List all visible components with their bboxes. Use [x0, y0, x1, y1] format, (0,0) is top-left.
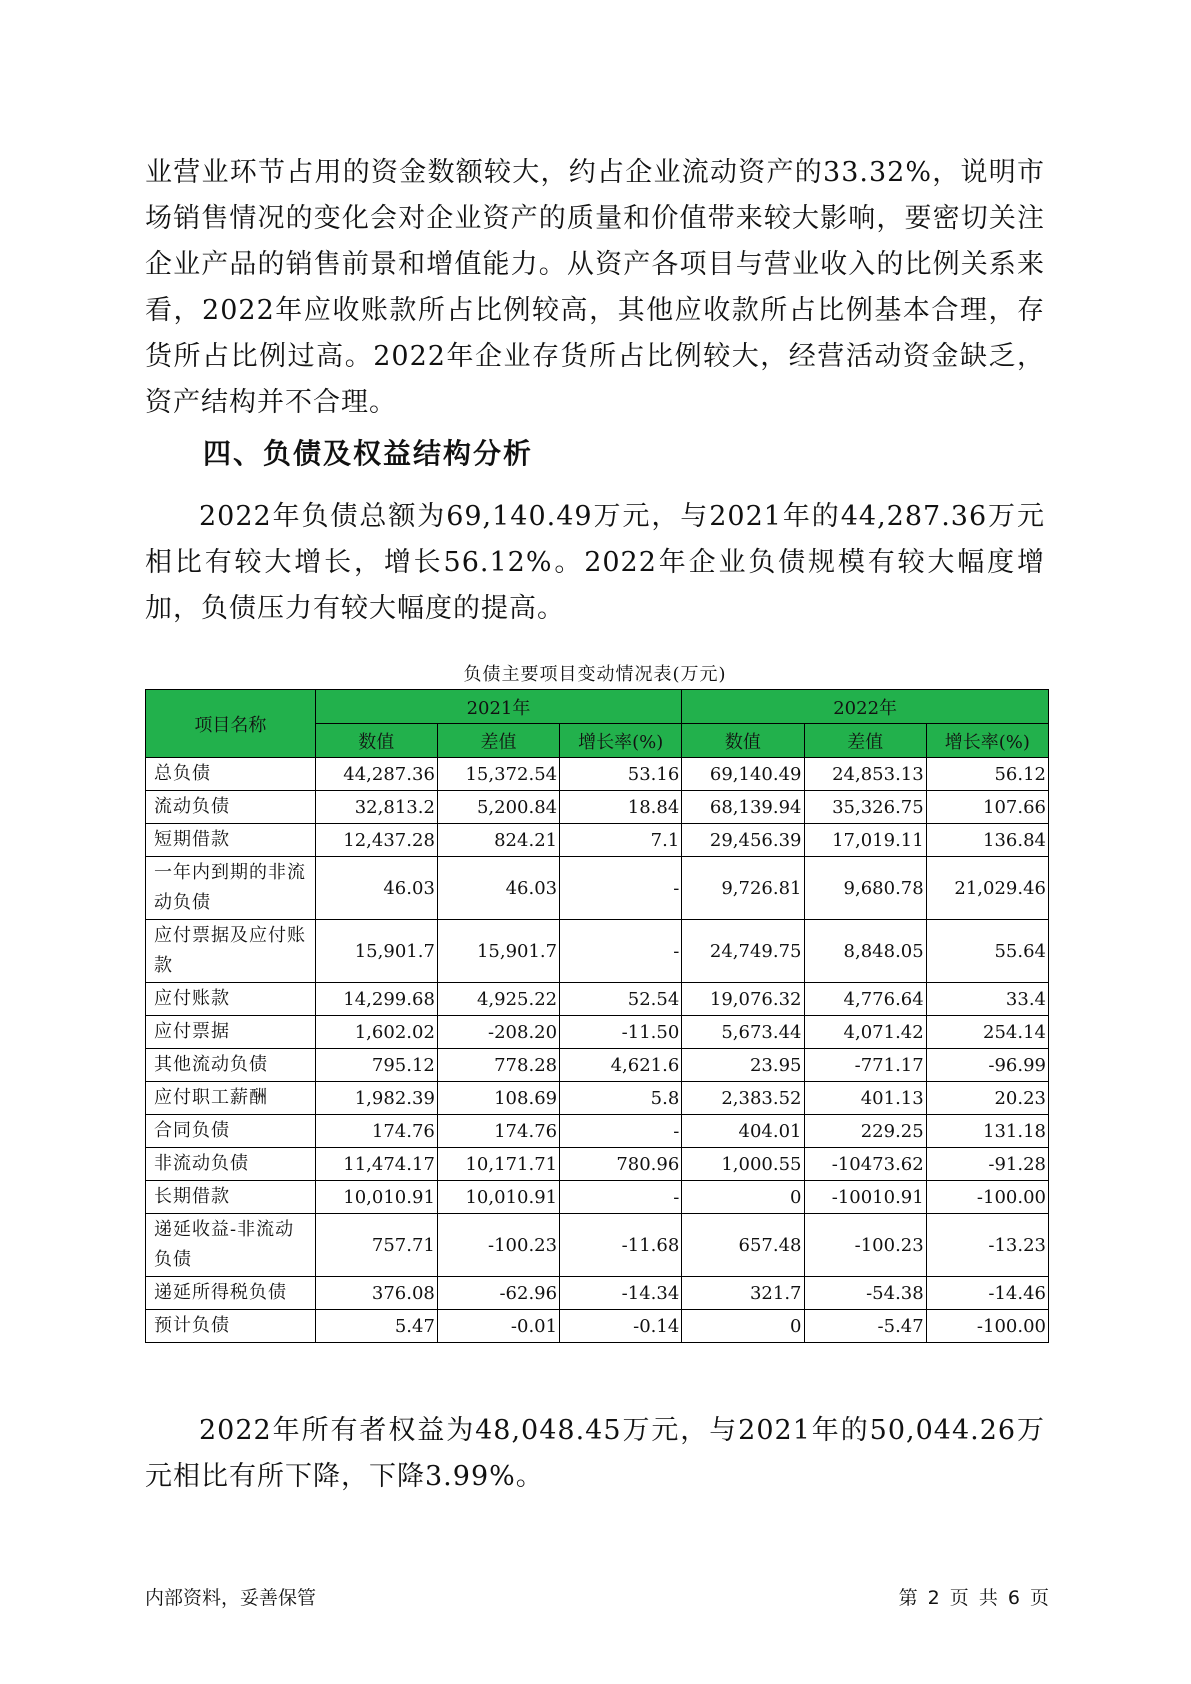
paragraph-2-text: 2022年负债总额为69,140.49万元，与2021年的44,287.36万元相比有较大增长，增长56.12%。2022年企业负债规模有较大幅度增加，负债压力有较大幅度的提高。 — [145, 501, 1045, 624]
table-cell: 15,901.7 — [437, 920, 559, 983]
table-row — [146, 1115, 1049, 1148]
table-body — [146, 758, 1049, 1343]
table-cell: -96.99 — [926, 1049, 1048, 1082]
table-cell: 107.66 — [926, 791, 1048, 824]
table-cell: 56.12 — [926, 758, 1048, 791]
table-row — [146, 791, 1049, 824]
table-cell: 1,982.39 — [315, 1082, 437, 1115]
row-item-name: 非流动负债 — [146, 1148, 316, 1181]
table-cell: 321.7 — [682, 1277, 804, 1310]
table-cell: 136.84 — [926, 824, 1048, 857]
table-cell: - — [560, 857, 682, 920]
table-row — [146, 1310, 1049, 1343]
table-cell: 24,853.13 — [804, 758, 926, 791]
row-item-name: 递延收益-非流动负债 — [146, 1214, 316, 1277]
table-cell: 780.96 — [560, 1148, 682, 1181]
table-row — [146, 983, 1049, 1016]
table-cell: 21,029.46 — [926, 857, 1048, 920]
table-cell: 17,019.11 — [804, 824, 926, 857]
table-row — [146, 920, 1049, 983]
header-item-name: 项目名称 — [146, 690, 316, 758]
table-row — [146, 1214, 1049, 1277]
table-cell: -91.28 — [926, 1148, 1048, 1181]
table-cell: 18.84 — [560, 791, 682, 824]
table-cell: -11.68 — [560, 1214, 682, 1277]
header-diff-2021: 差值 — [437, 724, 559, 758]
table-cell: 4,071.42 — [804, 1016, 926, 1049]
table-row — [146, 824, 1049, 857]
table-row — [146, 1277, 1049, 1310]
liability-table — [145, 689, 1049, 1343]
row-item-name: 应付票据 — [146, 1016, 316, 1049]
table-cell: -11.50 — [560, 1016, 682, 1049]
table-cell: 174.76 — [437, 1115, 559, 1148]
table-cell: -5.47 — [804, 1310, 926, 1343]
header-year-2021: 2021年 — [315, 690, 682, 724]
table-cell: 5.8 — [560, 1082, 682, 1115]
table-cell: -10473.62 — [804, 1148, 926, 1181]
table-cell: -62.96 — [437, 1277, 559, 1310]
paragraph-3-text: 2022年所有者权益为48,048.45万元，与2021年的50,044.26万元相比有所下降，下降3.99%。 — [145, 1415, 1045, 1492]
table-cell: 4,925.22 — [437, 983, 559, 1016]
table-cell: 10,171.71 — [437, 1148, 559, 1181]
table-cell: 29,456.39 — [682, 824, 804, 857]
table-row — [146, 1049, 1049, 1082]
header-value-2021: 数值 — [315, 724, 437, 758]
table-cell: 10,010.91 — [315, 1181, 437, 1214]
table-cell: -100.00 — [926, 1310, 1048, 1343]
row-item-name: 短期借款 — [146, 824, 316, 857]
table-row — [146, 1016, 1049, 1049]
table-row — [146, 1148, 1049, 1181]
row-item-name: 一年内到期的非流动负债 — [146, 857, 316, 920]
header-value-2022: 数值 — [682, 724, 804, 758]
table-cell: 9,680.78 — [804, 857, 926, 920]
table-cell: -100.23 — [437, 1214, 559, 1277]
table-cell: 824.21 — [437, 824, 559, 857]
table-cell: 15,372.54 — [437, 758, 559, 791]
table-cell: 757.71 — [315, 1214, 437, 1277]
table-cell: 657.48 — [682, 1214, 804, 1277]
table-cell: -10010.91 — [804, 1181, 926, 1214]
table-cell: 35,326.75 — [804, 791, 926, 824]
row-item-name: 合同负债 — [146, 1115, 316, 1148]
table-cell: -14.46 — [926, 1277, 1048, 1310]
table-cell: 55.64 — [926, 920, 1048, 983]
body-paragraph-3 — [145, 1408, 1045, 1500]
table-cell: 404.01 — [682, 1115, 804, 1148]
row-item-name: 应付职工薪酬 — [146, 1082, 316, 1115]
table-cell: 2,383.52 — [682, 1082, 804, 1115]
table-cell: 44,287.36 — [315, 758, 437, 791]
header-year-2022: 2022年 — [682, 690, 1049, 724]
row-item-name: 预计负债 — [146, 1310, 316, 1343]
table-cell: 9,726.81 — [682, 857, 804, 920]
table-cell: - — [560, 920, 682, 983]
table-cell: 32,813.2 — [315, 791, 437, 824]
table-cell: 4,621.6 — [560, 1049, 682, 1082]
table-cell: 1,602.02 — [315, 1016, 437, 1049]
table-cell: 174.76 — [315, 1115, 437, 1148]
table-cell: -0.14 — [560, 1310, 682, 1343]
row-item-name: 总负债 — [146, 758, 316, 791]
table-cell: 52.54 — [560, 983, 682, 1016]
table-cell: 5,673.44 — [682, 1016, 804, 1049]
table-cell: 14,299.68 — [315, 983, 437, 1016]
table-cell: 46.03 — [437, 857, 559, 920]
table-cell: 53.16 — [560, 758, 682, 791]
table-cell: 376.08 — [315, 1277, 437, 1310]
table-cell: 12,437.28 — [315, 824, 437, 857]
table-row — [146, 857, 1049, 920]
table-cell: 10,010.91 — [437, 1181, 559, 1214]
header-growth-2021: 增长率(%) — [560, 724, 682, 758]
table-cell: -54.38 — [804, 1277, 926, 1310]
table-cell: -13.23 — [926, 1214, 1048, 1277]
table-cell: 778.28 — [437, 1049, 559, 1082]
table-cell: 131.18 — [926, 1115, 1048, 1148]
table-cell: 0 — [682, 1310, 804, 1343]
body-paragraph-1: 业营业环节占用的资金数额较大，约占企业流动资产的33.32%，说明市场销售情况的变化会对企业资产的质量和价值带来较大影响，要密切关注企业产品的销售前景和增值能力。从资产各项目与营业收入的比例关系来看，2022年应收账款所占比例较高，其他应收款所占比例基本合理，存货所占比例过高。2022年企业存货所占比例较大，经营活动资金缺乏，资产结构并不合理。 — [145, 157, 1045, 418]
table-caption: 负债主要项目变动情况表(万元) — [463, 664, 727, 685]
row-item-name: 应付票据及应付账款 — [146, 920, 316, 983]
table-cell: 108.69 — [437, 1082, 559, 1115]
row-item-name: 递延所得税负债 — [146, 1277, 316, 1310]
table-cell: 7.1 — [560, 824, 682, 857]
table-cell: 69,140.49 — [682, 758, 804, 791]
table-cell: -100.00 — [926, 1181, 1048, 1214]
table-cell: 254.14 — [926, 1016, 1048, 1049]
table-cell: 11,474.17 — [315, 1148, 437, 1181]
table-cell: -208.20 — [437, 1016, 559, 1049]
table-cell: 23.95 — [682, 1049, 804, 1082]
table-cell: 19,076.32 — [682, 983, 804, 1016]
row-item-name: 流动负债 — [146, 791, 316, 824]
table-row — [146, 1181, 1049, 1214]
table-cell: 5.47 — [315, 1310, 437, 1343]
header-diff-2022: 差值 — [804, 724, 926, 758]
table-cell: 46.03 — [315, 857, 437, 920]
table-cell: 795.12 — [315, 1049, 437, 1082]
table-cell: 0 — [682, 1181, 804, 1214]
table-header-row-1 — [146, 690, 1049, 724]
row-item-name: 其他流动负债 — [146, 1049, 316, 1082]
table-cell: 1,000.55 — [682, 1148, 804, 1181]
table-cell: 8,848.05 — [804, 920, 926, 983]
table-cell: -771.17 — [804, 1049, 926, 1082]
row-item-name: 长期借款 — [146, 1181, 316, 1214]
table-cell: 401.13 — [804, 1082, 926, 1115]
table-cell: 4,776.64 — [804, 983, 926, 1016]
body-paragraph-2 — [145, 494, 1045, 632]
footer-page-number: 第 2 页 共 6 页 — [898, 1587, 1049, 1609]
table-cell: -0.01 — [437, 1310, 559, 1343]
row-item-name: 应付账款 — [146, 983, 316, 1016]
table-cell: -14.34 — [560, 1277, 682, 1310]
table-row — [146, 758, 1049, 791]
table-cell: 68,139.94 — [682, 791, 804, 824]
table-cell: - — [560, 1181, 682, 1214]
table-cell: 24,749.75 — [682, 920, 804, 983]
table-cell: - — [560, 1115, 682, 1148]
table-cell: -100.23 — [804, 1214, 926, 1277]
table-cell: 33.4 — [926, 983, 1048, 1016]
table-cell: 5,200.84 — [437, 791, 559, 824]
table-cell: 229.25 — [804, 1115, 926, 1148]
header-growth-2022: 增长率(%) — [926, 724, 1048, 758]
section-heading: 四、负债及权益结构分析 — [203, 437, 534, 470]
table-cell: 15,901.7 — [315, 920, 437, 983]
table-row — [146, 1082, 1049, 1115]
table-cell: 20.23 — [926, 1082, 1048, 1115]
footer-confidential-note: 内部资料，妥善保管 — [145, 1587, 317, 1609]
